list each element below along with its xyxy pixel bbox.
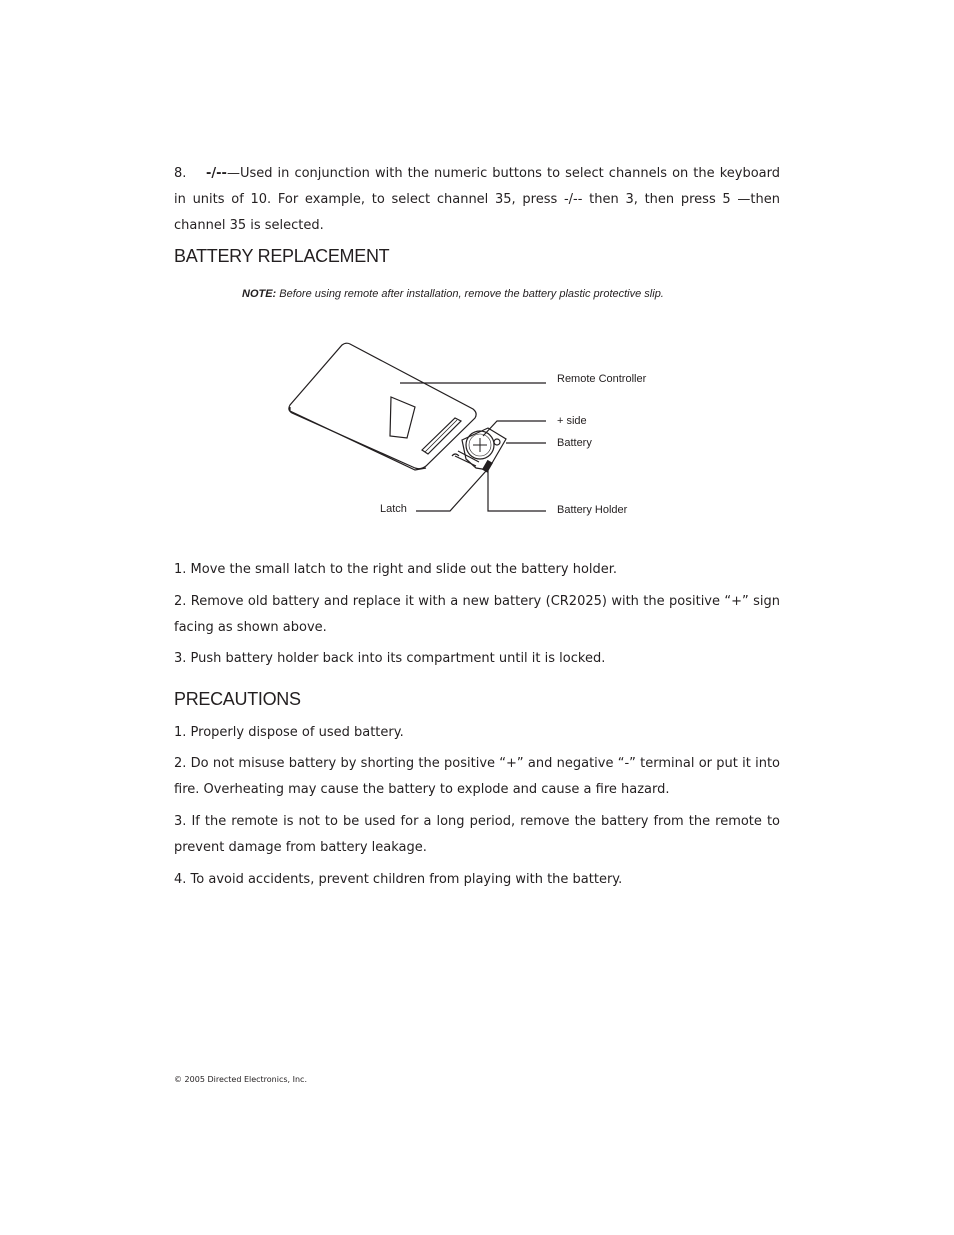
note-label: NOTE:	[242, 288, 277, 300]
battery-diagram	[280, 335, 680, 535]
battery-step-1: 1. Move the small latch to the right and slide out the battery holder.	[174, 562, 618, 577]
remote-body-edge	[290, 407, 426, 470]
latch-leader	[416, 471, 486, 511]
precautions-heading: PRECAUTIONS	[174, 689, 301, 709]
holder-leader	[488, 469, 546, 511]
label-plus-side: + side	[557, 415, 587, 427]
holder-clip	[494, 439, 500, 445]
item-8-number: 8.	[174, 166, 187, 181]
note-body: Before using remote after installation, remove the battery plastic protective slip.	[276, 288, 664, 300]
label-battery-holder: Battery Holder	[557, 504, 628, 516]
label-latch: Latch	[380, 503, 407, 515]
battery-step-3: 3. Push battery holder back into its compartment until it is locked.	[174, 651, 606, 666]
item-8-paragraph	[174, 161, 780, 239]
precaution-4: 4. To avoid accidents, prevent children from playing with the battery.	[174, 872, 623, 887]
note-text	[242, 288, 664, 300]
item-8-text: —Used in conjunction with the numeric buttons to select channels on the keyboard in units of 10. For example, to select channel 35, press -/-- then 3, then press 5 —then channel 35 is selected.	[174, 166, 780, 233]
precaution-3: 3. If the remote is not to be used for a long period, remove the battery from the remote to prevent damage from battery leakage.	[174, 814, 780, 855]
plus-side-leader	[483, 421, 546, 436]
item-8-key: -/--	[206, 166, 227, 181]
battery-step-2: 2. Remove old battery and replace it with a new battery (CR2025) with the positive “+” sign facing as shown above.	[174, 594, 780, 635]
copyright-footer: © 2005 Directed Electronics, Inc.	[174, 1075, 307, 1084]
remote-body-outline	[289, 343, 476, 468]
precaution-1: 1. Properly dispose of used battery.	[174, 725, 404, 740]
remote-window	[390, 397, 415, 438]
label-battery: Battery	[557, 437, 592, 449]
label-remote-controller: Remote Controller	[557, 373, 647, 385]
precaution-2: 2. Do not misuse battery by shorting the positive “+” and negative “-” terminal or put it into fire. Overheating may cause the battery to explode and cause a fire hazard.	[174, 756, 780, 797]
battery-replacement-heading: BATTERY REPLACEMENT	[174, 246, 390, 266]
